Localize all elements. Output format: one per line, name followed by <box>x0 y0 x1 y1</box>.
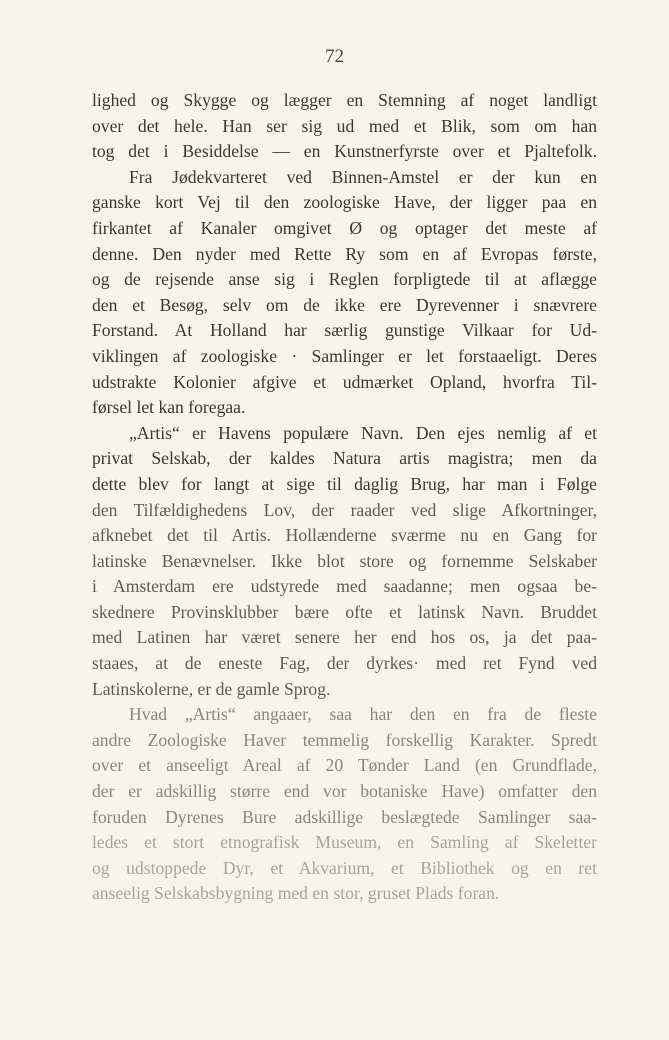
text-line: firkantet af Kanaler omgivet Ø og optager det meste af <box>92 217 597 238</box>
text-line: afknebet det til Artis. Hollænderne sværme nu en Gang for <box>92 525 597 546</box>
text-line: over et anseeligt Areal af 20 Tønder Land (en Grundflade, <box>92 755 597 776</box>
text-line: tog det i Besiddelse — en Kunstnerfyrste over et Pjaltefolk. <box>92 141 597 162</box>
text-line: privat Selskab, der kaldes Natura artis magistra; men da <box>92 448 597 469</box>
text-line: denne. Den nyder med Rette Ry som en af Evropas første, <box>92 243 597 264</box>
text-line: den Tilfældighedens Lov, der raader ved slige Afkortninger, <box>92 499 597 520</box>
paragraph-end-line: førsel let kan foregaa. <box>92 397 246 418</box>
paragraph-start-line: „Artis“ er Havens populære Navn. Den ejes nemlig af et <box>129 422 597 443</box>
text-line: Forstand. At Holland har særlig gunstige Vilkaar for Ud- <box>92 320 597 341</box>
body-text <box>92 88 597 907</box>
text-line: udstrakte Kolonier afgive et udmærket Opland, hvorfra Til- <box>92 371 597 392</box>
text-line: viklingen af zoologiske · Samlinger er let forstaaeligt. Deres <box>92 345 597 366</box>
text-line: over det hele. Han ser sig ud med et Blik, som om han <box>92 115 597 136</box>
page-number: 72 <box>325 46 344 67</box>
text-line: latinske Benævnelser. Ikke blot store og fornemme Selskaber <box>92 550 597 571</box>
text-line: og de rejsende anse sig i Reglen forpligtede til at aflægge <box>92 269 597 290</box>
text-line: foruden Dyrenes Bure adskillige beslægtede Samlinger saa- <box>92 806 597 827</box>
text-line: den et Besøg, selv om de ikke ere Dyrevenner i snævrere <box>92 294 597 315</box>
paragraph-start-line: Hvad „Artis“ angaaer, saa har den en fra de fleste <box>129 704 597 725</box>
text-line: der er adskillig større end vor botaniske Have) omfatter den <box>92 781 597 802</box>
text-line: ledes et stort etnografisk Museum, en Samling af Skeletter <box>92 832 597 853</box>
text-line: ganske kort Vej til den zoologiske Have, der ligger paa en <box>92 192 597 213</box>
paragraph-end-line: Latinskolerne, er de gamle Sprog. <box>92 678 331 699</box>
text-line: andre Zoologiske Haver temmelig forskellig Karakter. Spredt <box>92 729 597 750</box>
text-line: i Amsterdam ere udstyrede med saadanne; men ogsaa be- <box>92 576 597 597</box>
text-line: dette blev for langt at sige til daglig Brug, har man i Følge <box>92 473 597 494</box>
text-line: staaes, at de eneste Fag, der dyrkes· med ret Fynd ved <box>92 653 597 674</box>
paragraph-end-line: anseelig Selskabsbygning med en stor, gruset Plads foran. <box>92 883 500 904</box>
paragraph-start-line: Fra Jødekvarteret ved Binnen-Amstel er der kun en <box>129 166 597 187</box>
text-line: med Latinen har været senere her end hos os, ja det paa- <box>92 627 597 648</box>
text-line: skednere Provinsklubber bære ofte et latinsk Navn. Bruddet <box>92 601 597 622</box>
text-line: og udstoppede Dyr, et Akvarium, et Bibliothek og en ret <box>92 857 597 878</box>
text-line: lighed og Skygge og lægger en Stemning af noget landligt <box>92 90 597 110</box>
